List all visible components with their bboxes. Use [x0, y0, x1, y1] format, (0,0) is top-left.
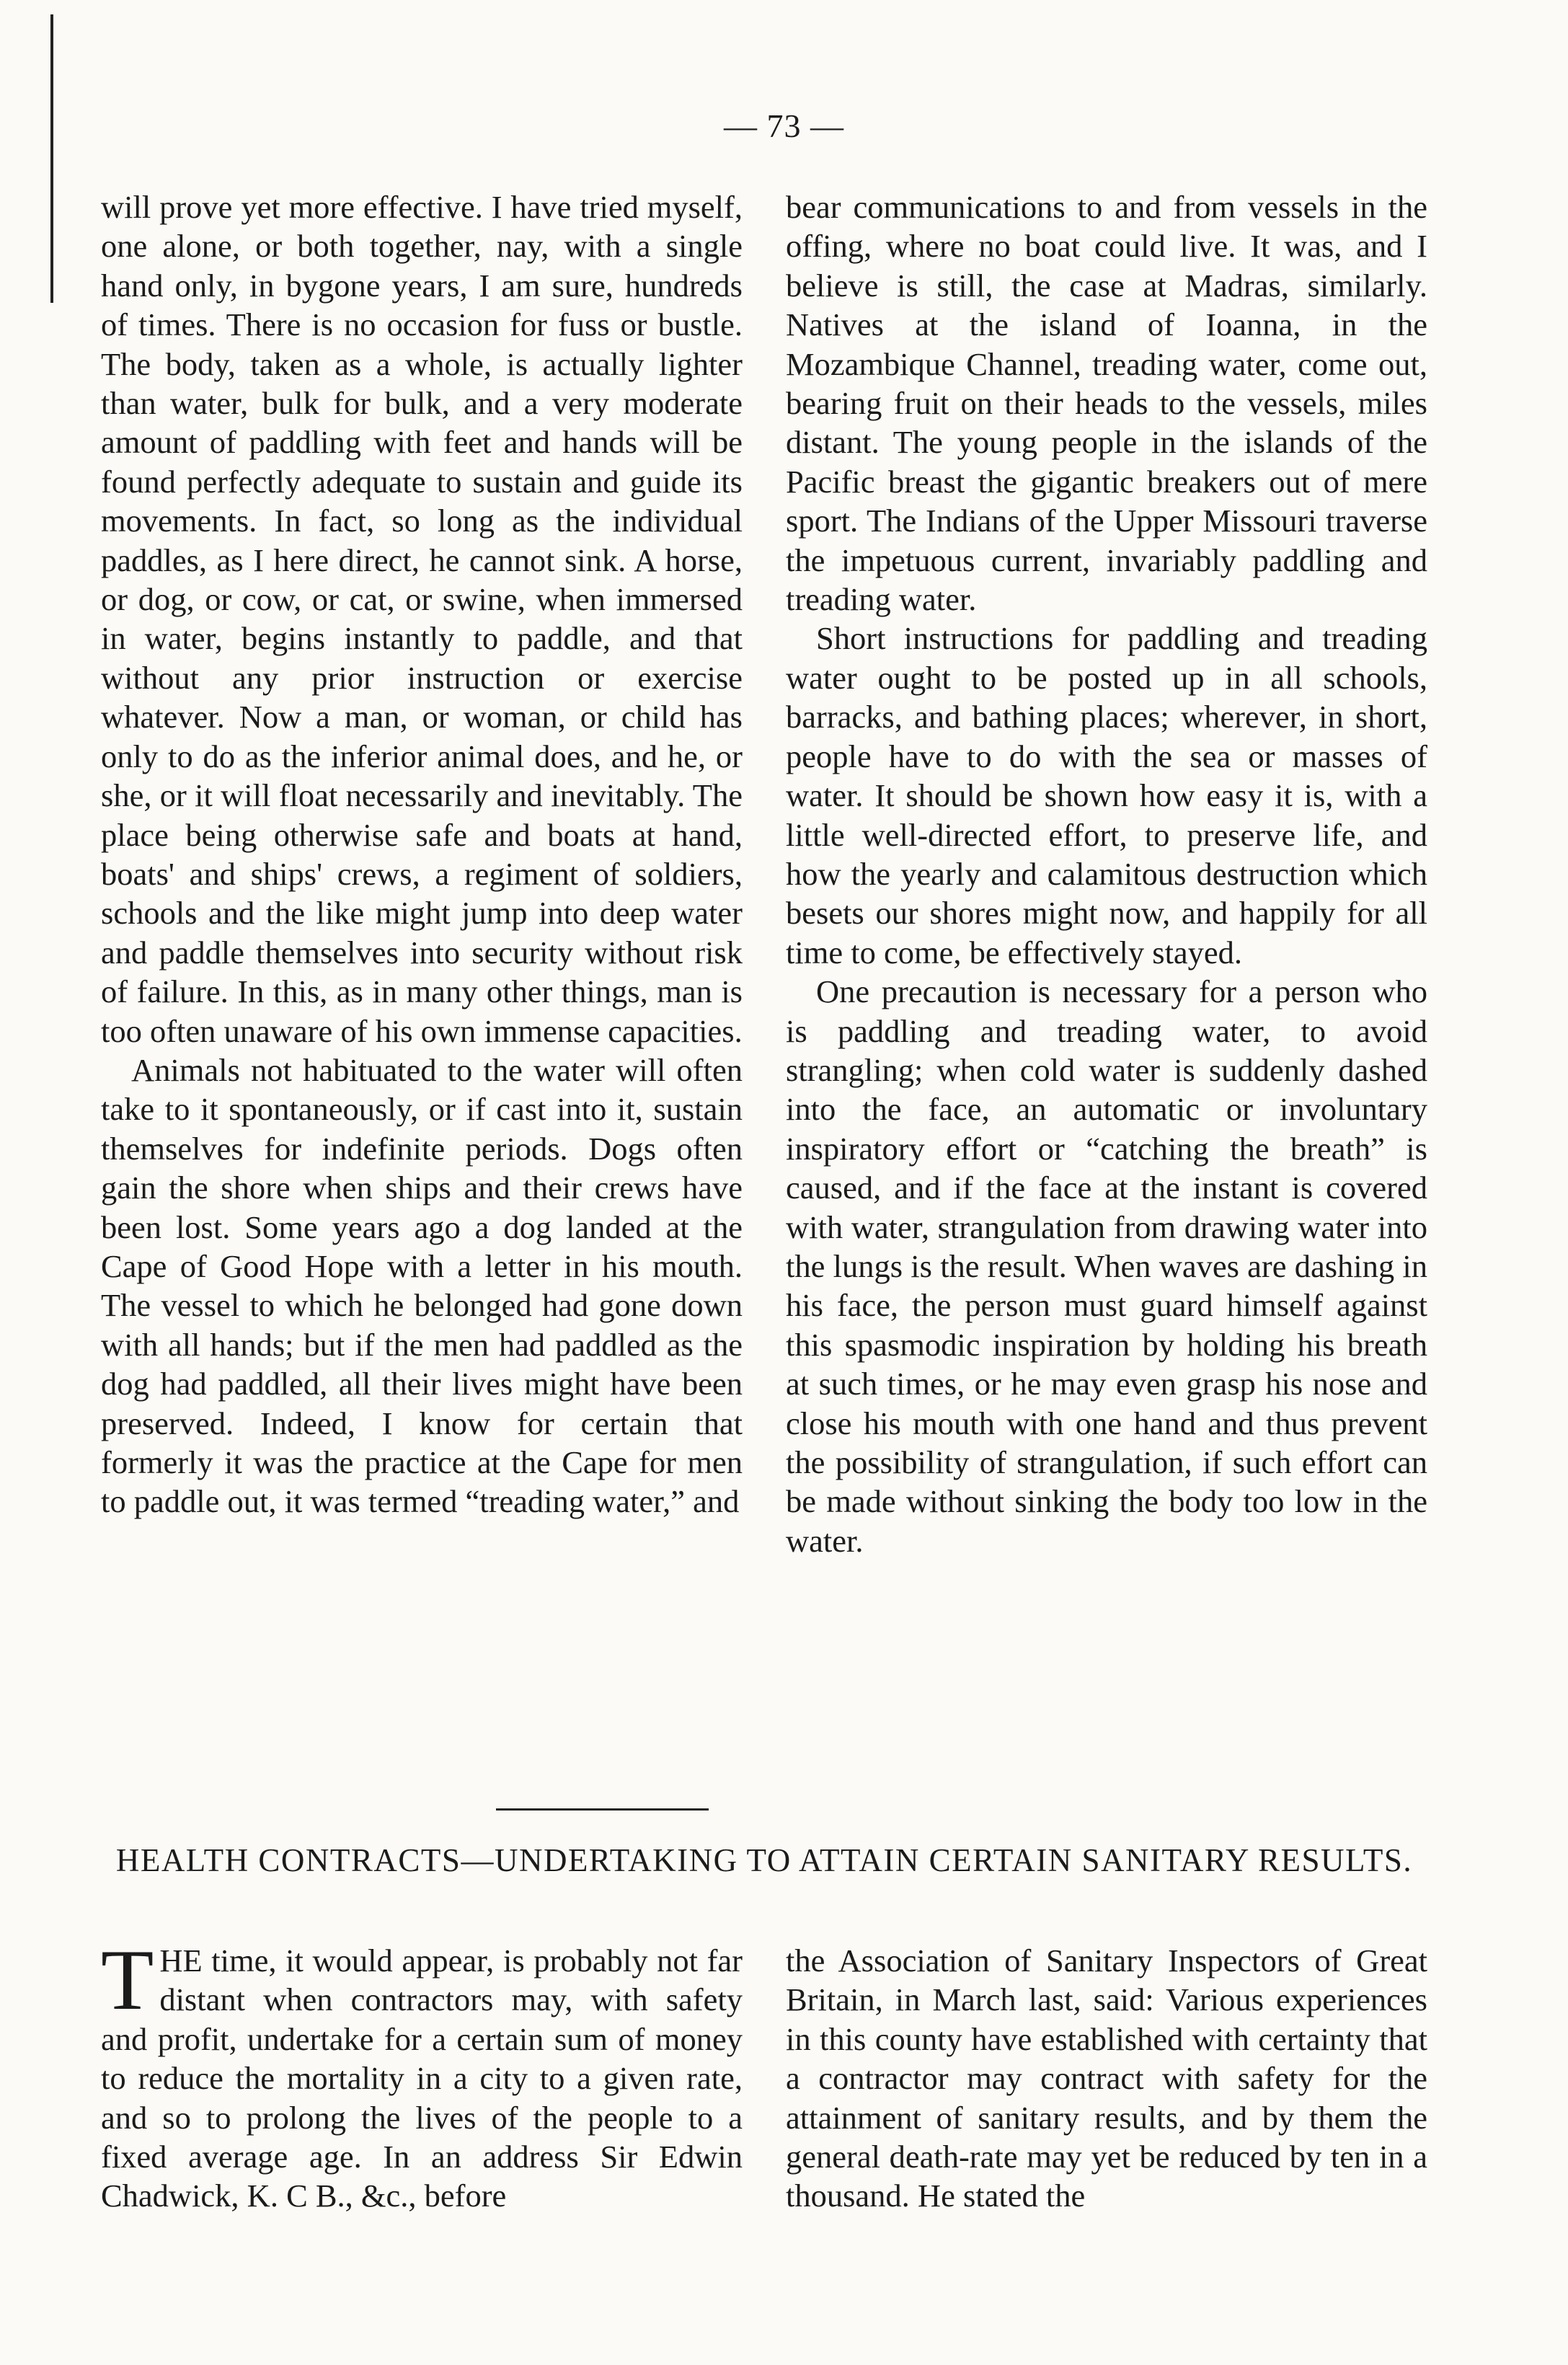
scan-edge-line [50, 14, 53, 303]
left-column-top [101, 187, 743, 1521]
paragraph: the Association of Sanitary Inspectors of Great Britain, in March last, said: Various experiences in this county have established with certainty that a contractor may contract with safety for the attainment of sanitary results, and by them the general death-rate may yet be reduced by ten in a thousand. He stated the [786, 1942, 1427, 2214]
article-opening-paragraph [101, 1932, 743, 2216]
paragraph-text: HE time, it would appear, is probably not far distant when contractors may, with safety and profit, undertake for a certain sum of money to reduce the mortality in a city to a given rate, and so to prolong the lives of the people to a fixed average age. In an address Sir Edwin Chadwick, K. C B., &c., before [101, 1942, 743, 2214]
page-number: — 73 — [724, 107, 844, 144]
paragraph: One precaution is necessary for a person who is paddling and treading water, to avoid strangling; when cold water is suddenly dashed into the face, an automatic or involuntary inspiratory effort or “catching the breath” is caused, and if the face at the instant is covered with water, strangulation from drawing water into the lungs is the result. When waves are dashing in his face, the person must guard himself against this spasmodic inspiration by holding his breath at such times, or he may even grasp his nose and close his mouth with one hand and thus prevent the possibility of strangulation, if such effort can be made without sinking the body too low in the water. [786, 973, 1427, 1559]
left-column-bottom [101, 1932, 743, 2216]
section-divider [496, 1808, 709, 1811]
paragraph: will prove yet more effective. I have tried myself, one alone, or both together, nay, with a single hand only, in bygone years, I am sure, hundreds of times. There is no occasion for fuss or bustle. The body, taken as a whole, is actually lighter than water, bulk for bulk, and a very moderate amount of paddling with feet and hands will be found perfectly adequate to sustain and guide its movements. In fact, so long as the individual paddles, as I here direct, he cannot sink. A horse, or dog, or cow, or cat, or swine, when immersed in water, begins instantly to paddle, and that without any prior instruction or exercise whatever. Now a man, or woman, or child has only to do as the inferior animal does, and he, or she, or it will float necessarily and inevitably. The place being otherwise safe and boats at hand, boats' and ships' crews, a regiment of soldiers, schools and the like might jump into deep water and paddle themselves into security without risk of failure. In this, as in many other things, man is too often unaware of his own immense capacities. [101, 189, 743, 1049]
drop-cap: T [101, 1932, 154, 2028]
right-column-bottom [786, 1941, 1427, 2216]
paragraph: bear communications to and from vessels in the offing, where no boat could live. It was, and I believe is still, the case at Madras, similarly. Natives at the island of Ioanna, in the Mozambique Channel, treading water, come out, bearing fruit on their heads to the vessels, miles distant. The young people in the islands of the Pacific breast the gigantic breakers out of mere sport. The Indians of the Upper Missouri traverse the impetuous current, invariably paddling and treading water. [786, 189, 1427, 618]
paragraph: Short instructions for paddling and treading water ought to be posted up in all schools, barracks, and bathing places; wherever, in short, people have to do with the sea or masses of water. It should be shown how easy it is, with a little well-directed effort, to preserve life, and how the yearly and calamitous destruction which besets our shores might now, and happily for all time to come, be effectively stayed. [786, 620, 1427, 971]
paragraph: Animals not habituated to the water will often take to it spontaneously, or if cast into it, sustain themselves for indefinite periods. Dogs often gain the shore when ships and their crews have been lost. Some years ago a dog landed at the Cape of Good Hope with a letter in his mouth. The vessel to which he belonged had gone down with all hands; but if the men had paddled as the dog had paddled, all their lives might have been preserved. Indeed, I know for certain that formerly it was the practice at the Cape for men to paddle out, it was termed “treading water,” and [101, 1051, 743, 1520]
section-heading: HEALTH CONTRACTS—UNDERTAKING TO ATTAIN CERTAIN SANITARY RESULTS. [115, 1842, 1413, 1878]
right-column-top [786, 187, 1427, 1560]
